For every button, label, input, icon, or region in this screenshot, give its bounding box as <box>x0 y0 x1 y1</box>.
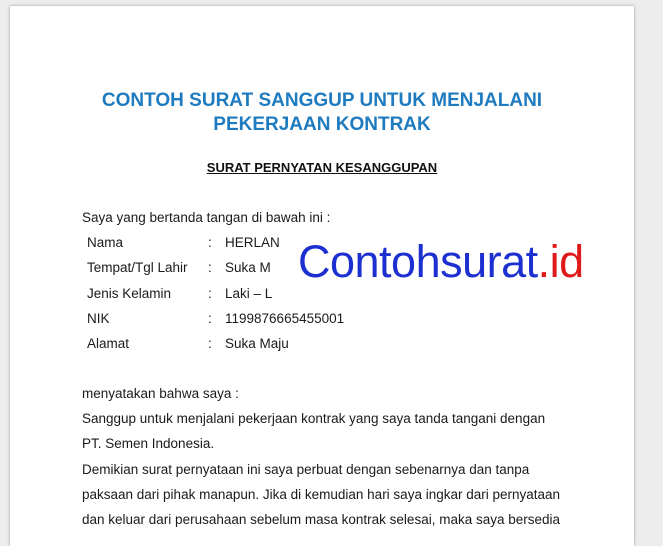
field-value: Suka M <box>225 260 271 275</box>
field-colon: : <box>208 336 212 351</box>
field-colon: : <box>208 286 212 301</box>
field-colon: : <box>208 235 212 250</box>
document-title-line-2: PEKERJAAN KONTRAK <box>213 114 431 135</box>
field-label: Jenis Kelamin <box>87 286 172 301</box>
watermark-logo <box>296 237 586 287</box>
field-value: Suka Maju <box>225 336 289 351</box>
paragraph-line: PT. Semen Indonesia. <box>82 436 215 451</box>
paragraph-line: menyatakan bahwa saya : <box>82 386 239 401</box>
intro-text: Saya yang bertanda tangan di bawah ini : <box>82 210 331 225</box>
field-value: HERLAN <box>225 235 280 250</box>
field-colon: : <box>208 260 212 275</box>
field-label: Nama <box>87 235 124 250</box>
field-value: Laki – L <box>225 286 273 301</box>
paragraph-line: dan keluar dari perusahaan sebelum masa kontrak selesai, maka saya bersedia <box>82 512 561 527</box>
paragraph-line: paksaan dari pihak manapun. Jika di kemudian hari saya ingkar dari pernyataan <box>82 487 561 502</box>
paragraph-line: Sanggup untuk menjalani pekerjaan kontrak yang saya tanda tangani dengan <box>82 411 546 426</box>
field-label: Tempat/Tgl Lahir <box>87 260 188 275</box>
field-label: Alamat <box>87 336 130 351</box>
paragraph-line: Demikian surat pernyataan ini saya perbuat dengan sebenarnya dan tanpa <box>82 462 530 477</box>
field-value: 1199876665455001 <box>225 311 345 326</box>
watermark-accent-text: .id <box>537 236 584 287</box>
field-colon: : <box>208 311 212 326</box>
document-title-line-1: CONTOH SURAT SANGGUP UNTUK MENJALANI <box>101 90 543 111</box>
document-subtitle: SURAT PERNYATAN KESANGGUPAN <box>206 160 438 175</box>
field-label: NIK <box>87 311 110 326</box>
watermark-main-text: Contohsurat <box>298 236 538 287</box>
